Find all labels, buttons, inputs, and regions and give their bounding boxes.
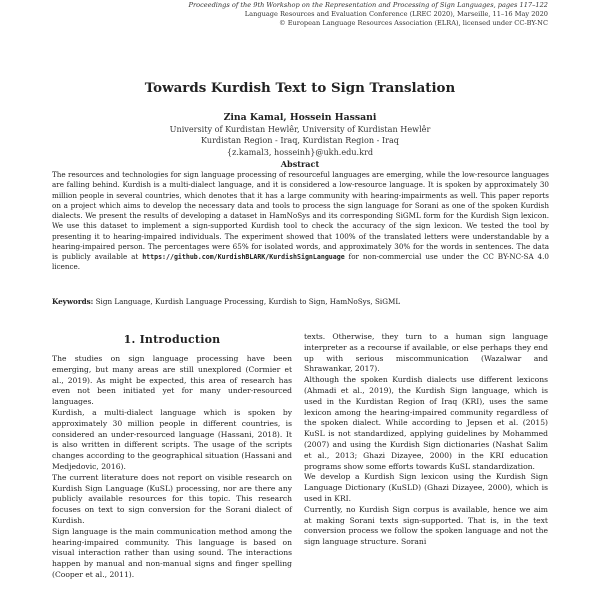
abstract-body (52, 170, 549, 273)
keywords (52, 297, 549, 306)
abstract-text-end: for non-commercial use under the CC BY-NC-SA 4.0 licence. (52, 252, 549, 272)
paragraph: Kurdish, a multi-dialect language which is spoken by approximately 30 million people in different countries, is considered an under-resourced language (Hassani, 2018). It is also written in different scripts. The usage of the scripts changes according to the geographical situation (Hassani and Medjedovic, 2016). (52, 407, 292, 471)
paragraph: The current literature does not report on visible research on Kurdish Sign Language (KuSL) processing, nor are there any publicly available resources for this topic. This research focuses on text to sign conversion for the Sorani dialect of Kurdish. (52, 472, 292, 525)
conference-line: Language Resources and Evaluation Conference (LREC 2020), Marseille, 11–16 May 2020 (244, 10, 548, 19)
paper-authors: Zina Kamal, Hossein Hassani (223, 112, 377, 123)
proceedings-line: Proceedings of the 9th Workshop on the Representation and Processing of Sign Languages, pages 117–122 (188, 1, 548, 9)
paragraph: Sign language is the main communication method among the hearing-impaired community. This language is based on visual interaction rather than using sound. The interactions happen by manual and non-manual signs and finger spelling (Cooper et al., 2011). (52, 526, 292, 579)
proceedings-header (189, 1, 548, 29)
keywords-list: Sign Language, Kurdish Language Processing, Kurdish to Sign, HamNoSys, SiGML (93, 297, 401, 306)
affiliation-block (0, 124, 600, 158)
paragraph: The studies on sign language processing have been emerging, but many areas are still unexplored (Cormier et al., 2019). As might be expected, this area of research has even not been initiated yet for many under-resourced languages. (52, 354, 292, 407)
paragraph: Although the spoken Kurdish dialects use different lexicons (Ahmadi et al., 2019), the Kurdish Sign language, which is used in the Kurdistan Region of Iraq (KRI), uses the same lexicon among the hearing-impaired community regardless of the spoken dialect. While according to Jepsen et al. (2015) KuSL is not standardized, applying guidelines by Mohammed (2007) and using the Kurdish Sign dictionaries (Nashat Salim et al., 2013; Ghazi Dizayee, 2000) in the KRI education programs show some efforts towards KuSL standardization. (304, 375, 548, 471)
dataset-url[interactable]: https://github.com/KurdishBLARK/KurdishSignLanguage (142, 253, 345, 261)
paragraph: Currently, no Kurdish Sign corpus is available, hence we aim at making Sorani texts sign-supported. That is, in the text conversion process we follow the spoken language and not the sign language structure. Sorani (304, 504, 548, 547)
license-line: © European Language Resources Association (ELRA), licensed under CC-BY-NC (279, 19, 548, 28)
right-column (304, 332, 548, 548)
section-heading-introduction: 1. Introduction (123, 333, 221, 346)
keywords-label: Keywords: (52, 297, 94, 306)
affiliation-location: Kurdistan Region - Iraq, Kurdistan Region - Iraq (200, 135, 399, 146)
affiliation-line: University of Kurdistan Hewlêr, University of Kurdistan Hewlêr (169, 124, 431, 134)
abstract-text: The resources and technologies for sign language processing of resourceful languages are emerging, while the low-resource languages are falling behind. Kurdish is a multi-dialect language, and it is considered a low-resource language. It is spoken by approximately 30 million people in several countries, which denotes that it has a large community with hearing-impairments as well. This paper reports on a project which aims to develop the necessary data and tools to process the sign language for Sorani as one of the spoken Kurdish dialects. We present the results of developing a dataset in HamNoSys and its corresponding SiGML form for the Kurdish Sign lexicon. We use this dataset to implement a sign-supported Kurdish tool to check the accuracy of the sign lexicon. We tested the tool by presenting it to hearing-impaired individuals. The experiment showed that 100% of the translated letters were understandable by a hearing-impaired person. The percentages were 65% for isolated words, and approximately 30% for the words in sentences. The data is publicly available at (52, 170, 549, 261)
paragraph: We develop a Kurdish Sign lexicon using the Kurdish Sign Language Dictionary (KuSLD) (Ghazi Dizayee, 2000), which is used in KRI. (304, 472, 548, 503)
abstract-heading: Abstract (280, 159, 320, 169)
left-column (52, 354, 292, 581)
paragraph: texts. Otherwise, they turn to a human sign language interpreter as a recourse if available, or else perhaps they end up with serious miscommunication (Wazalwar and Shrawankar, 2017). (304, 332, 548, 374)
paper-title: Towards Kurdish Text to Sign Translation (144, 80, 456, 96)
author-emails: {z.kamal3, hosseinh}@ukh.edu.krd (226, 146, 374, 157)
